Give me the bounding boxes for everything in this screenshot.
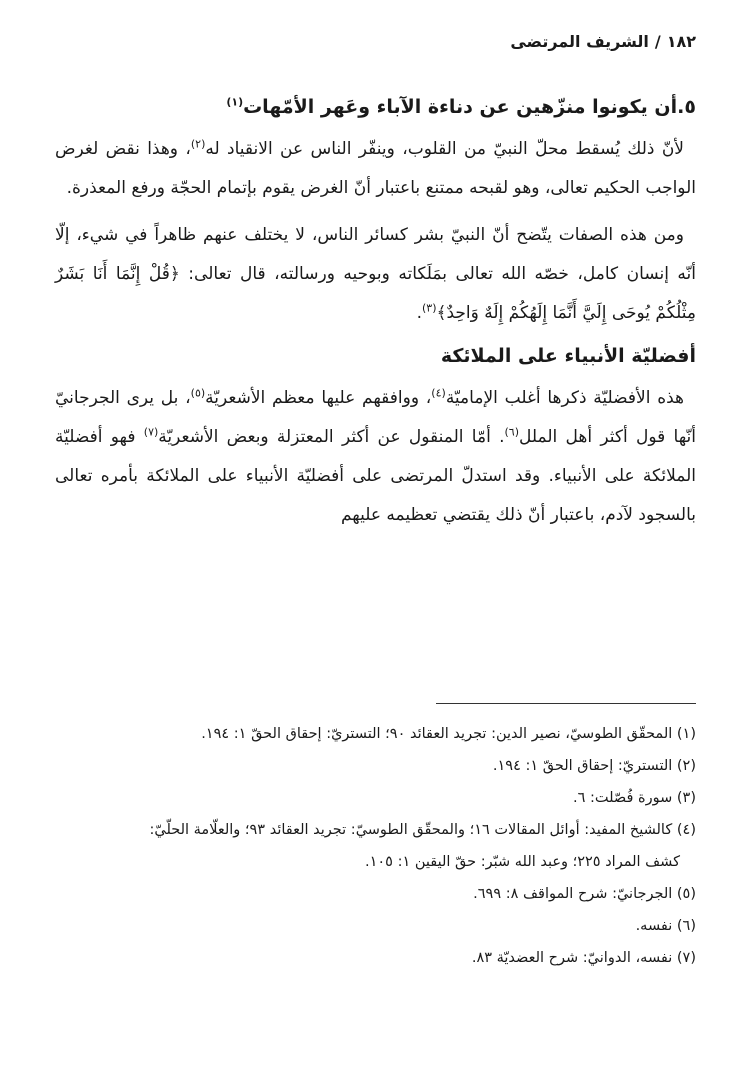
paragraph-text: ، ووافقهم عليها معظم الأشعريّة [205, 388, 432, 408]
footnote-1: (١) المحقّق الطوسيّ، نصير الدين: تجريد العقائد ٩٠؛ التستريّ: إحقاق الحقّ ١: ١٩٤. [201, 726, 696, 742]
paragraph-purity-reason [55, 130, 696, 208]
footnote-ref-7: (٧) [143, 425, 159, 439]
paragraph-prophet-human [55, 216, 696, 333]
footnote-4-continued: كشف المراد ٢٢٥؛ وعبد الله شبّر: حقّ اليقين ١: ١٠٥. [364, 854, 680, 870]
footnote-3: (٣) سورة فُصّلت: ٦. [572, 790, 696, 806]
heading-text: ٥.أن يكونوا منزّهين عن دناءة الآباء وعَهر الأمّهات [243, 96, 696, 118]
paragraph-text: ، وهذا نقض لغرض الواجب الحكيم تعالى، وهو لقبحه ممتنع باعتبار أنّ الغرض يقوم بإتمام الحجّة ورفع المعذرة. [55, 139, 696, 198]
section-heading-superiority: أفضليّة الأنبياء على الملائكة [440, 345, 696, 367]
footnote-ref-6: (٦) [504, 425, 520, 439]
paragraph-text: . أمّا المنقول عن أكثر المعتزلة وبعض الأشعريّة [158, 427, 505, 447]
footnote-5: (٥) الجرجانيّ: شرح المواقف ٨: ٦٩٩. [473, 886, 696, 902]
footnote-divider [436, 703, 696, 704]
header-separator: / [654, 32, 661, 51]
footnote-6: (٦) نفسه. [635, 918, 696, 934]
page-number: ١٨٢ [666, 32, 696, 51]
footnote-ref-5: (٥) [190, 386, 206, 400]
main-text [55, 92, 696, 535]
paragraph-text: فهو أفضليّة الملائكة على الأنبياء. وقد استدلّ المرتضى على أفضليّة الأنبياء على الملائكة بأمره تعالى بالسجود لآدم، باعتبار أنّ ذلك يقتضي تعظيمه عليهم [55, 427, 696, 525]
paragraph-text: لأنّ ذلك يُسقط محلّ النبيّ من القلوب، وينفّر الناس عن الانقياد له [205, 139, 685, 159]
footnote-4: (٤) كالشيخ المفيد: أوائل المقالات ١٦؛ والمحقّق الطوسيّ: تجريد العقائد ٩٣؛ والعلّامة الحلّيّ: [149, 822, 696, 838]
running-title: الشريف المرتضى [510, 32, 649, 51]
footnote-ref-2: (٢) [190, 137, 206, 151]
footnote-ref-4: (٤) [431, 386, 446, 400]
paragraph-text: ومن هذه الصفات يتّضح أنّ النبيّ بشر كسائر الناس، لا يختلف عنهم ظاهراً في شيء، إلّا أنّه إنسان كامل، خصّه الله تعالى بمَلَكاته وبوحيه ورسالته، قال تعالى: ﴿قُلْ إِنَّمَا أَنَا بَشَرٌ مِثْلُكُمْ يُوحَى إِلَيَّ أَنَّمَا إِلَهُكُمْ إِلَهٌ وَاحِدٌ﴾ [55, 225, 696, 323]
footnote-7: (٧) نفسه، الدوانيّ: شرح العضديّة ٨٣. [471, 950, 696, 966]
footnote-ref-1: (١) [226, 95, 244, 109]
section-heading-purity [55, 92, 696, 122]
paragraph-superiority [55, 379, 696, 535]
footnote-2: (٢) التستريّ: إحقاق الحقّ ١: ١٩٤. [492, 758, 696, 774]
paragraph-text: . [416, 303, 422, 323]
paragraph-text: هذه الأفضليّة ذكرها أغلب الإماميّة [445, 388, 684, 408]
running-header [55, 30, 696, 54]
footnotes [48, 718, 696, 974]
footnote-ref-3: (٣) [421, 301, 437, 315]
paragraph-text: ، بل يرى الجرجانيّ أنّها قول أكثر أهل الملل [55, 388, 696, 447]
